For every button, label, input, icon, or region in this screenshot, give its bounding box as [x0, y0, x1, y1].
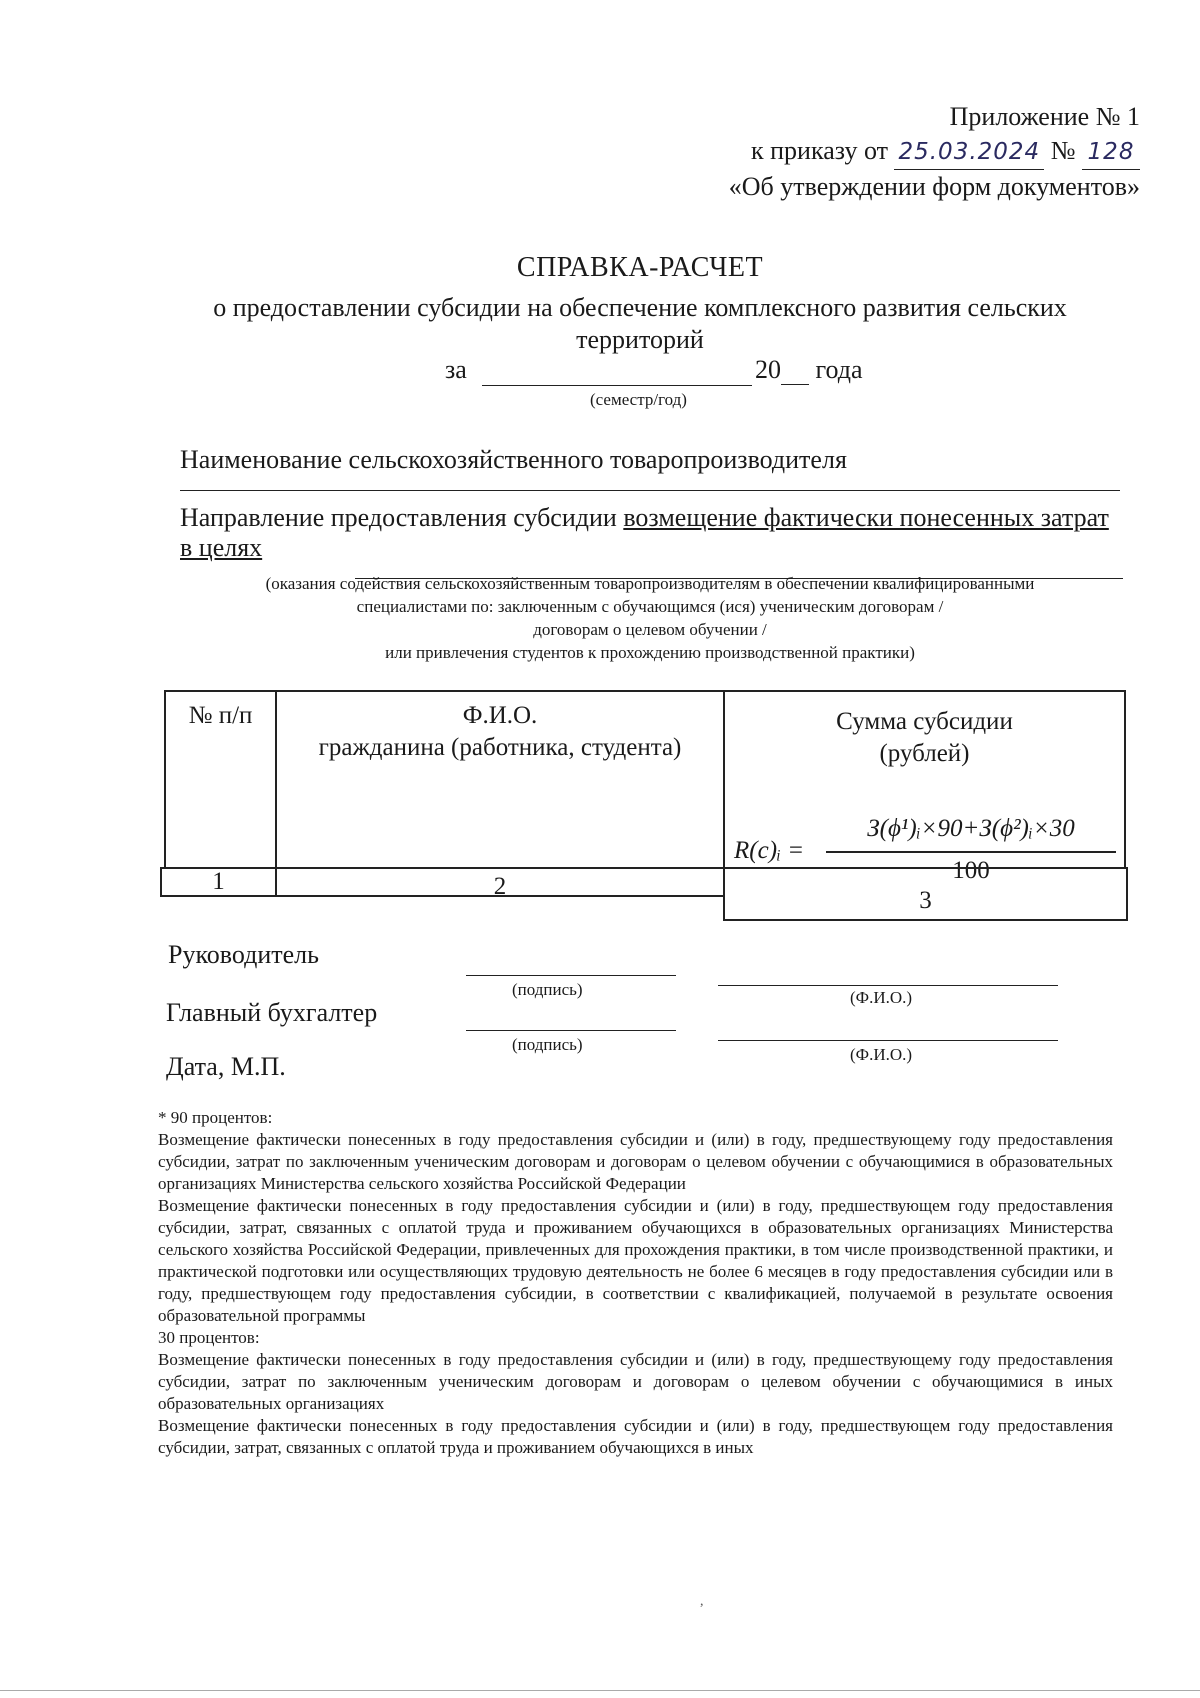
- col-number-label: 2: [493, 873, 507, 900]
- caption-line: специалистами по: заключенным с обучающимся (ися) ученическим договорам /: [356, 597, 944, 616]
- col-number-label: 3: [919, 887, 932, 914]
- period-blank[interactable]: [482, 385, 752, 386]
- order-date: 25.03.2024: [894, 135, 1044, 170]
- caption-line: (оказания содействия сельскохозяйственным товаропроизводителям в обеспечении квалифицированными: [265, 574, 1035, 593]
- footnote-paragraph: Возмещение фактически понесенных в году предоставления субсидии и (или) в году, предшествующем году предоставления субсидии, затрат, связанных с оплатой труда и проживанием обучающихся в образовательных организациях Министерства сельского хозяйства Российской Федерации, привлеченных для прохождения практики, в том числе производственной практики, и практической подготовки или осуществляющих трудовую деятельность не более 6 месяцев в году предоставления субсидии или в году, предшествующем году предоставления субсидии, в соответствии с квалификацией, получаемой в результате освоения образовательной программы: [158, 1196, 1113, 1325]
- footnote: [158, 1107, 1113, 1459]
- formula-numerator: З(ϕ¹)ᵢ×90+З(ϕ²)ᵢ×30: [867, 815, 1075, 842]
- year-blank[interactable]: [781, 360, 809, 385]
- caption-line: или привлечения студентов к прохождению производственной практики): [385, 643, 915, 662]
- document-title: СПРАВКА-РАСЧЕТ: [516, 252, 764, 283]
- accountant-label: Главный бухгалтер: [166, 998, 378, 1027]
- direction-value: возмещение фактически понесенных затрат в целях: [180, 503, 1109, 562]
- accountant-name-field[interactable]: [718, 1040, 1058, 1041]
- period-line: [400, 355, 920, 389]
- accountant-signature-caption: (подпись): [512, 1035, 583, 1054]
- order-title: «Об утверждении форм документов»: [728, 172, 1140, 201]
- footnote-heading-90: * 90 процентов:: [158, 1108, 273, 1127]
- order-prefix: к приказу от: [751, 136, 888, 165]
- header-number: [164, 690, 277, 869]
- direction-block: [180, 503, 1125, 563]
- scan-mark: ,: [700, 1594, 704, 1609]
- caption-line: договорам о целевом обучении /: [533, 620, 767, 639]
- document-subtitle: о предоставлении субсидии на обеспечение комплексного развития сельских территорий: [213, 293, 1067, 354]
- footnote-heading-30: 30 процентов:: [158, 1328, 260, 1347]
- head-name-field[interactable]: [718, 985, 1058, 986]
- period-year: 20: [755, 355, 781, 384]
- header-number-label: № п/п: [188, 702, 253, 729]
- period-prefix: за: [445, 355, 467, 384]
- appendix-header: [600, 100, 1140, 204]
- header-fio: [275, 690, 725, 869]
- accountant-name-caption: (Ф.И.О.): [850, 1045, 913, 1064]
- head-name-caption: (Ф.И.О.): [850, 988, 913, 1007]
- direction-caption: [180, 572, 1120, 664]
- col-number-1: [160, 867, 277, 897]
- col-number-2: [275, 867, 725, 900]
- head-signature-caption: (подпись): [512, 980, 583, 999]
- formula-fraction-bar: [826, 851, 1116, 853]
- period-year-group: [755, 355, 863, 385]
- formula-denominator: 100: [952, 857, 990, 884]
- producer-field[interactable]: [180, 490, 1120, 491]
- header-fio-line1: Ф.И.О.: [462, 702, 538, 729]
- order-reference: [600, 134, 1140, 170]
- period-suffix: года: [815, 355, 863, 384]
- head-label: Руководитель: [168, 940, 319, 969]
- number-label: №: [1050, 136, 1076, 165]
- header-amount-line2: (рублей): [879, 740, 970, 767]
- scan-edge: [0, 1690, 1200, 1691]
- header-amount-line1: Сумма субсидии: [836, 708, 1013, 735]
- period-caption: (семестр/год): [590, 390, 687, 409]
- direction-label: Направление предоставления субсидии: [180, 503, 617, 532]
- subsidy-table: [160, 690, 1128, 921]
- head-signature-field[interactable]: [466, 975, 676, 976]
- appendix-label: Приложение № 1: [949, 102, 1140, 131]
- footnote-paragraph: Возмещение фактически понесенных в году предоставления субсидии и (или) в году, предшествующем году предоставления субсидии, затрат, связанных с оплатой труда и проживанием обучающихся в иных: [158, 1416, 1113, 1457]
- col-number-label: 1: [212, 868, 225, 895]
- producer-label: Наименование сельскохозяйственного товаропроизводителя: [180, 445, 847, 474]
- col-number-3: [723, 867, 1128, 921]
- header-fio-line2: гражданина (работника, студента): [318, 734, 682, 761]
- date-stamp-label: Дата, М.П.: [166, 1052, 286, 1081]
- footnote-paragraph: Возмещение фактически понесенных в году предоставления субсидии и (или) в году, предшествующему году предоставления субсидии, затрат по заключенным ученическим договорам и договорам о целевом обучении с обучающимися в образовательных организациях Министерства сельского хозяйства Российской Федерации: [158, 1130, 1113, 1193]
- accountant-signature-field[interactable]: [466, 1030, 676, 1031]
- order-number: 128: [1082, 135, 1140, 170]
- formula-lhs: R(c)ᵢ =: [734, 837, 805, 864]
- footnote-paragraph: Возмещение фактически понесенных в году предоставления субсидии и (или) в году, предшествующему году предоставления субсидии, затрат по заключенным ученическим договорам и договорам о целевом обучении с обучающимися в иных образовательных организациях: [158, 1350, 1113, 1413]
